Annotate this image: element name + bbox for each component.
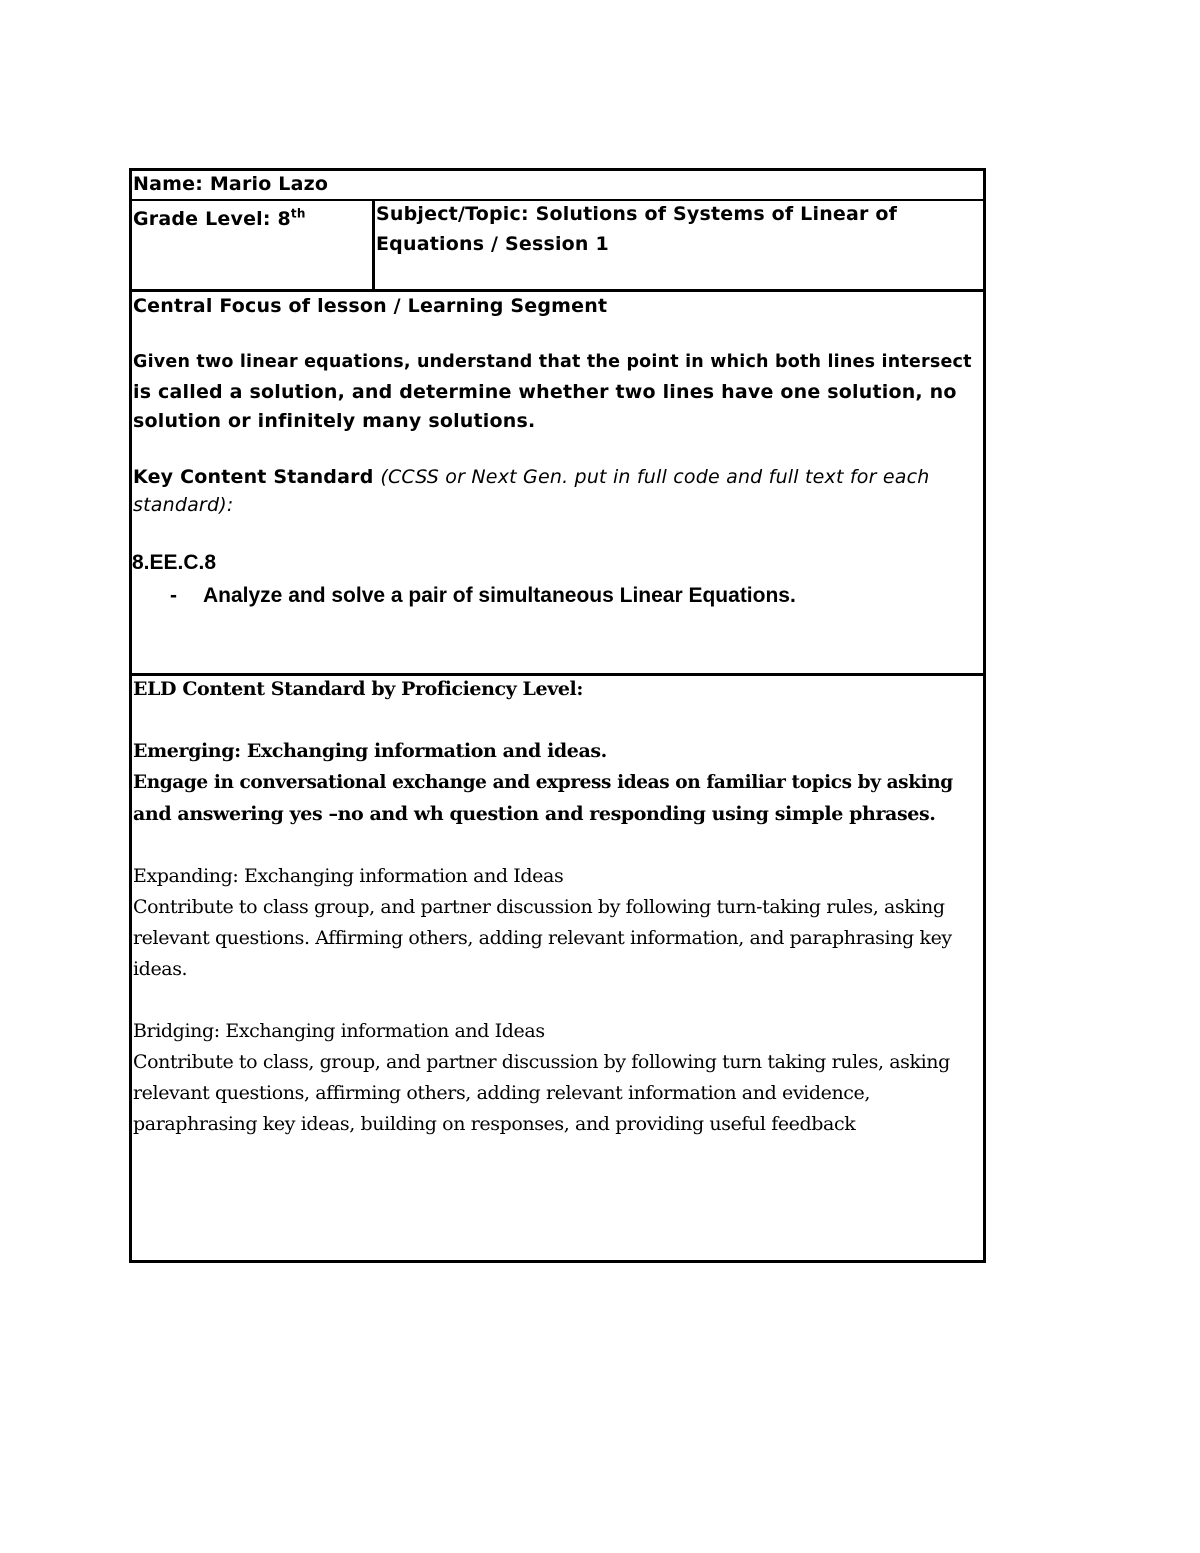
key-content-standard (133, 466, 929, 488)
central-focus-line-1: Given two linear equations, understand that the point in which both lines intersect (133, 352, 972, 372)
row-divider-3 (129, 673, 986, 676)
eld-expanding-line-1: Contribute to class group, and partner discussion by following turn-taking rules, asking (133, 896, 945, 918)
table-border-top (129, 168, 986, 171)
central-focus-heading: Central Focus of lesson / Learning Segment (133, 295, 608, 317)
eld-bridging-line-1: Contribute to class, group, and partner discussion by following turn taking rules, asking (133, 1051, 950, 1073)
eld-emerging-title: Emerging: Exchanging information and ideas. (133, 740, 607, 762)
key-content-standard-note: (CCSS or Next Gen. put in full code and full text for each (380, 466, 930, 488)
column-divider (372, 199, 375, 292)
row-divider-2 (129, 289, 986, 292)
lesson-plan-table (129, 168, 986, 1263)
eld-bridging-line-3: paraphrasing key ideas, building on responses, and providing useful feedback (133, 1113, 856, 1135)
grade-level-text: Grade Level: 8 (133, 208, 291, 230)
eld-expanding-title: Expanding: Exchanging information and Ideas (133, 865, 564, 887)
table-border-bottom (129, 1260, 986, 1263)
eld-heading: ELD Content Standard by Proficiency Level: (133, 678, 583, 700)
table-border-left (129, 168, 132, 1263)
key-content-standard-note-line-2: standard): (133, 494, 234, 516)
row-divider-1 (129, 199, 986, 201)
standard-bullet: - (170, 584, 177, 607)
grade-level-superscript: th (290, 206, 306, 221)
eld-emerging-line-2: and answering yes –no and wh question and responding using simple phrases. (133, 803, 936, 825)
standard-text: Analyze and solve a pair of simultaneous Linear Equations. (203, 584, 796, 607)
central-focus-line-2: is called a solution, and determine whether two lines have one solution, no (133, 381, 957, 403)
subject-topic-line-1: Subject/Topic: Solutions of Systems of Linear of (376, 203, 898, 225)
central-focus-line-3: solution or infinitely many solutions. (133, 410, 536, 432)
eld-bridging-line-2: relevant questions, affirming others, adding relevant information and evidence, (133, 1082, 871, 1104)
standard-code: 8.EE.C.8 (132, 551, 217, 574)
subject-topic-line-2: Equations / Session 1 (376, 233, 609, 255)
eld-expanding-line-3: ideas. (133, 958, 188, 980)
name-label: Name: Mario Lazo (133, 173, 329, 195)
grade-level (133, 208, 306, 230)
eld-expanding-line-2: relevant questions. Affirming others, adding relevant information, and paraphrasing key (133, 927, 952, 949)
table-border-right (983, 168, 986, 1263)
eld-emerging-line-1: Engage in conversational exchange and express ideas on familiar topics by asking (133, 772, 953, 793)
eld-bridging-title: Bridging: Exchanging information and Ideas (133, 1020, 545, 1042)
key-content-standard-label: Key Content Standard (133, 466, 374, 488)
